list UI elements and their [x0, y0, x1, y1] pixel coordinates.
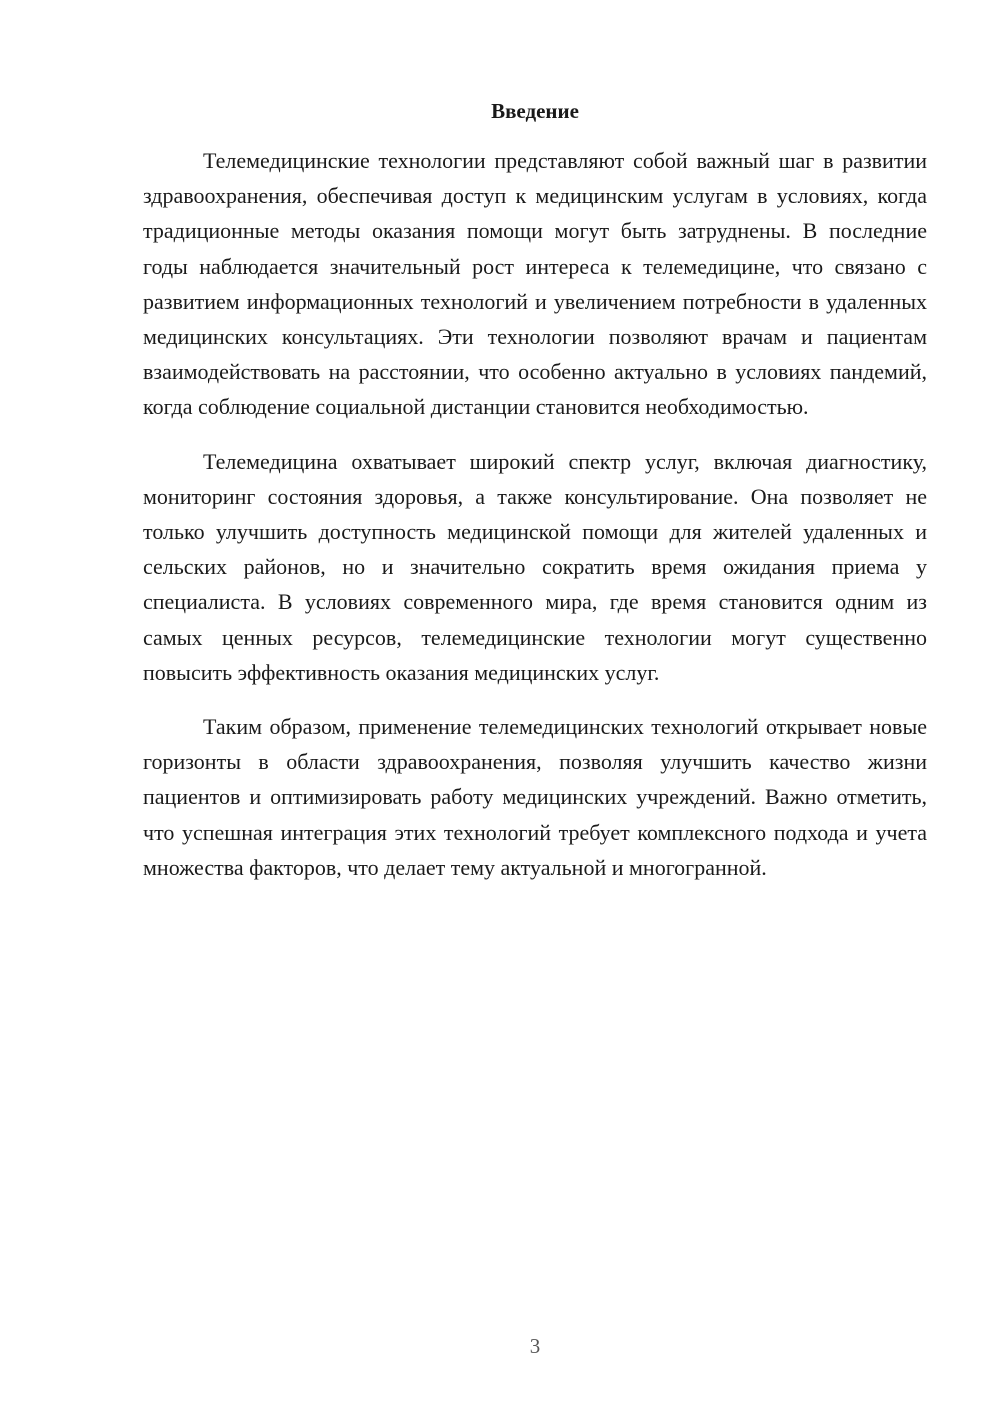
paragraph-services: Телемедицина охватывает широкий спектр услуг, включая диагностику, мониторинг состояния здоровья, а также консультирование. Она позволяет не только улучшить доступность медицинской помощи для жителей удаленных и сельских районов, но и значительно сократить время ожидания приема у специалиста. В условиях современного мира, где время становится одним из самых ценных ресурсов, телемедицинские технологии могут существенно повысить эффективность оказания медицинских услуг. — [143, 448, 927, 685]
document-body — [143, 143, 927, 904]
page-title: Введение — [491, 99, 579, 123]
paragraph-introduction: Телемедицинские технологии представляют собой важный шаг в развитии здравоохранения, обеспечивая доступ к медицинским услугам в условиях, когда традиционные методы оказания помощи могут быть затруднены. В последние годы наблюдается значительный рост интереса к телемедицине, что связано с развитием информационных технологий и увеличением потребности в удаленных медицинских консультациях. Эти технологии позволяют врачам и пациентам взаимодействовать на расстоянии, что особенно актуально в условиях пандемий, когда соблюдение социальной дистанции становится необходимостью. — [143, 148, 927, 420]
paragraph-conclusion: Таким образом, применение телемедицинских технологий открывает новые горизонты в области здравоохранения, позволяя улучшить качество жизни пациентов и оптимизировать работу медицинских учреждений. Важно отметить, что успешная интеграция этих технологий требует комплексного подхода и учета множества факторов, что делает тему актуальной и многогранной. — [143, 714, 927, 880]
page-number: 3 — [529, 1334, 541, 1358]
